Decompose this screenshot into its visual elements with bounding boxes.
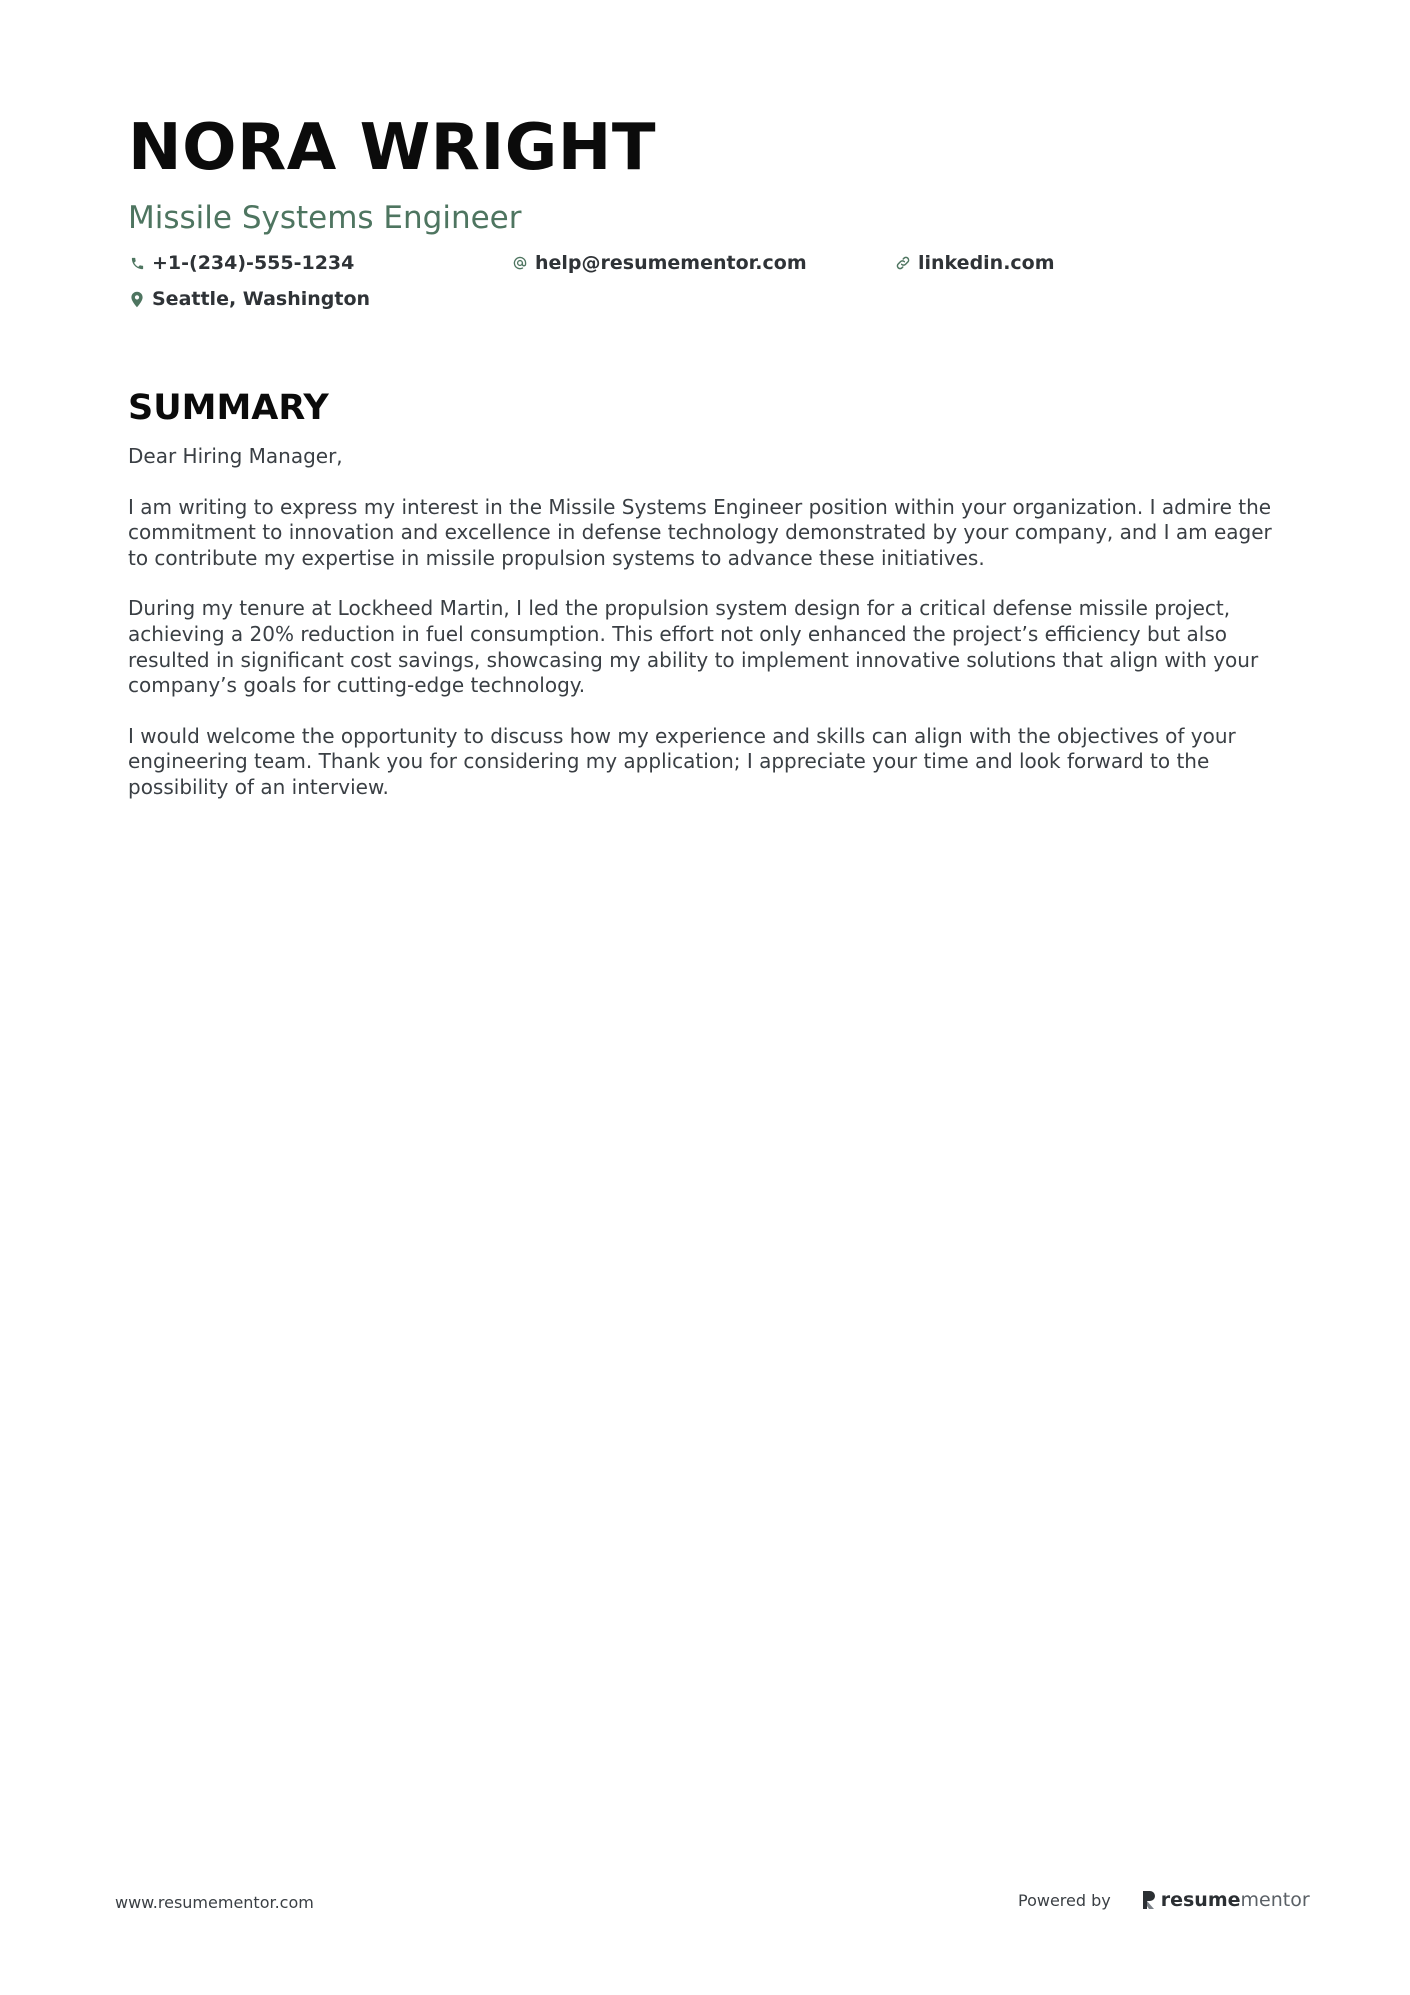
paragraph: I would welcome the opportunity to discuss how my experience and skills can align with the objectives of your engineering team. Thank you for considering my application; I appreciate your time and look forward to the possibility of an interview. [128,723,1236,799]
summary-section [128,386,1288,826]
contact-phone[interactable] [128,248,354,278]
phone-icon [128,254,146,272]
link-text: linkedin.com [918,252,1055,274]
email-text: help@resumementor.com [535,252,807,274]
contact-link[interactable] [894,248,1055,278]
footer-branding [1018,1886,1310,1914]
powered-by-text: Powered by [1018,1890,1111,1910]
brand-text-bold: resume [1160,1889,1241,1911]
paragraph: I am writing to express my interest in the Missile Systems Engineer position within your organization. I admire the commitment to innovation and excellence in defense technology demonstrated by your company, and I am eager to contribute my expertise in missile propulsion systems to advance these initiatives. [128,494,1272,570]
at-icon [511,254,529,272]
contact-email[interactable] [511,248,807,278]
resume-header [128,110,1288,320]
footer-website[interactable]: www.resumementor.com [115,1893,314,1912]
location-pin-icon [128,290,146,308]
greeting: Dear Hiring Manager, [128,444,343,468]
section-title: SUMMARY [128,388,329,428]
contact-info [128,248,1288,320]
resumementor-logo-icon [1141,1890,1157,1910]
phone-text: +1-(234)-555-1234 [152,252,355,274]
candidate-name: NORA WRIGHT [128,111,656,185]
paragraph: During my tenure at Lockheed Martin, I led the propulsion system design for a critical defense missile project, achieving a 20% reduction in fuel consumption. This effort not only enhanced the project’s efficiency but also resulted in significant cost savings, showcasing my ability to implement innovative solutions that align with your company’s goals for cutting-edge technology. [128,596,1259,698]
brand-logo[interactable] [1141,1889,1310,1911]
job-title: Missile Systems Engineer [128,200,522,236]
brand-text-light: mentor [1240,1889,1310,1911]
contact-location [128,284,370,314]
location-text: Seattle, Washington [152,288,371,310]
link-icon [894,254,912,272]
